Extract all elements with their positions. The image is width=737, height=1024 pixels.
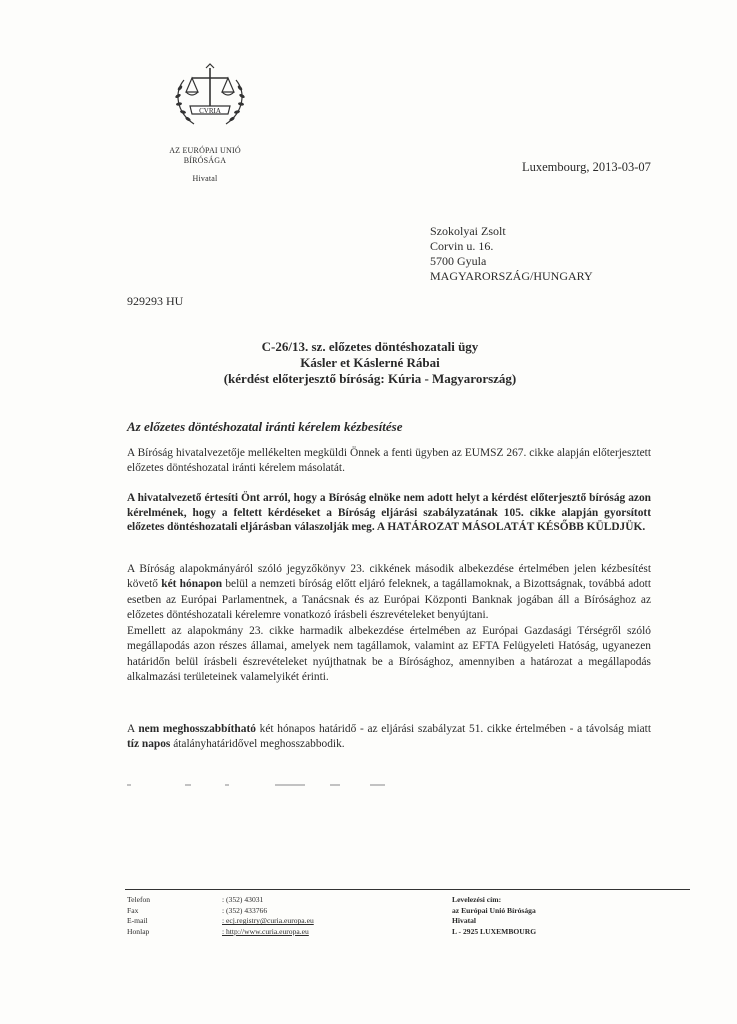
- footer-postal-line-2: Hivatal: [452, 916, 477, 926]
- footer-fax: : (352) 433766: [222, 905, 268, 915]
- paragraph-5-part-a: A: [127, 723, 139, 735]
- case-parties: Kásler et Káslerné Rábai: [300, 355, 440, 370]
- court-line-2: BÍRÓSÁGA: [183, 156, 227, 165]
- paragraph-3-deadline: két hónapon: [161, 578, 223, 591]
- case-court: (kérdést előterjesztő bíróság: Kúria - Magyarország): [223, 371, 517, 386]
- footer-label-website: Honlap: [127, 926, 150, 936]
- curia-logo-icon: [170, 62, 250, 132]
- court-name: [120, 146, 290, 184]
- paragraph-5-emphasis-2: tíz napos: [127, 738, 171, 751]
- paragraph-3: [127, 562, 651, 624]
- footer-postal-line-1: az Európai Unió Bírósága: [452, 905, 536, 915]
- case-heading: [120, 339, 620, 387]
- footer-divider: [125, 889, 690, 890]
- recipient-street: Corvin u. 16.: [430, 239, 494, 253]
- footer-email-link[interactable]: : ecj.registry@curia.europa.eu: [222, 916, 314, 926]
- footer-postal-address: [452, 895, 652, 937]
- letter-date: Luxembourg, 2013-03-07: [522, 160, 651, 174]
- footer-phone: : (352) 43031: [222, 895, 264, 904]
- footer-postal-line-3: L - 2925 LUXEMBOURG: [452, 926, 537, 936]
- court-office: Hivatal: [192, 174, 218, 183]
- paragraph-5-part-e: átalányhatáridővel meghosszabbodik.: [170, 738, 345, 751]
- paragraph-2: A hivatalvezető értesíti Önt arról, hogy a Bíróság elnöke nem adott helyt a kérdést előterjesztő bíróság azon kérelmének, hogy a feltett kérdéseket a Bíróság eljárási szabályzatának 105. cikke alapján gyorsított előzetes döntéshozatali eljárásban válaszolják meg. A HATÁROZAT MÁSOLATÁT KÉSŐBB KÜLDJÜK.: [127, 492, 651, 534]
- letter-subject: Az előzetes döntéshozatal iránti kérelem kézbesítése: [127, 419, 403, 434]
- paragraph-5-part-c: két hónapos határidő - az eljárási szabályzat 51. cikke értelmében - a távolság miatt: [255, 723, 651, 735]
- paragraph-3-part-c: belül a nemzeti bíróság előtt eljáró feleknek, a tagállamoknak, a Bizottságnak, továbbá adott esetben az Európai Parlamentnek, a Tanácsnak és az Európai Központi Banknak jogában áll a Bírósághoz az előzetes döntéshozatali kérelemre vonatkozó írásbeli észrevételeket benyújtani.: [127, 578, 651, 622]
- footer-label-phone: Telefon: [127, 895, 151, 904]
- recipient-city: 5700 Gyula: [430, 254, 487, 268]
- paragraph-1: A Bíróság hivatalvezetője mellékelten megküldi Önnek a fenti ügyben az EUMSZ 267. cikke alapján előterjesztett előzetes döntéshozatal iránti kérelem másolatát.: [127, 447, 651, 475]
- recipient-country: MAGYARORSZÁG/HUNGARY: [430, 269, 593, 283]
- paragraph-5-emphasis-1: nem meghosszabbítható: [138, 723, 256, 735]
- logo-text: CVRIA: [199, 107, 221, 115]
- reference-number: 929293 HU: [127, 294, 184, 308]
- paragraph-4: Emellett az alapokmány 23. cikke harmadik albekezdése értelmében az Európai Gazdasági Térségről szóló megállapodás azon részes államai, amelyek nem tagállamok, valamint az EFTA Felügyeleti Hatóság, ugyanezen határidőn belül írásbeli észrevételeket nyújthatnak be a Bírósághoz, amennyiben a határozat a megállapodás alkalmazási területeinek valamelyikét érinti.: [127, 625, 651, 684]
- footer-label-fax: Fax: [127, 905, 139, 915]
- footer-contact-labels: [127, 895, 207, 937]
- footer-website-link[interactable]: : http://www.curia.europa.eu: [222, 926, 309, 936]
- decorative-dashes: [125, 782, 425, 788]
- footer-postal-label: Levelezési cím:: [452, 895, 502, 904]
- court-line-1: AZ EURÓPAI UNIÓ: [169, 146, 241, 155]
- paragraph-5: [127, 722, 651, 753]
- footer-label-email: E-mail: [127, 916, 148, 926]
- paragraph-3-part-a: A Bíróság alapokmányáról szóló jegyzőkönyv 23. cikkének második albekezdése értelmében jelen kézbesítést követő: [127, 563, 651, 591]
- recipient-name: Szokolyai Zsolt: [430, 224, 506, 238]
- case-number: C-26/13. sz. előzetes döntéshozatali ügy: [261, 339, 479, 354]
- recipient-address: [430, 224, 593, 284]
- footer-contact-values: [222, 895, 422, 937]
